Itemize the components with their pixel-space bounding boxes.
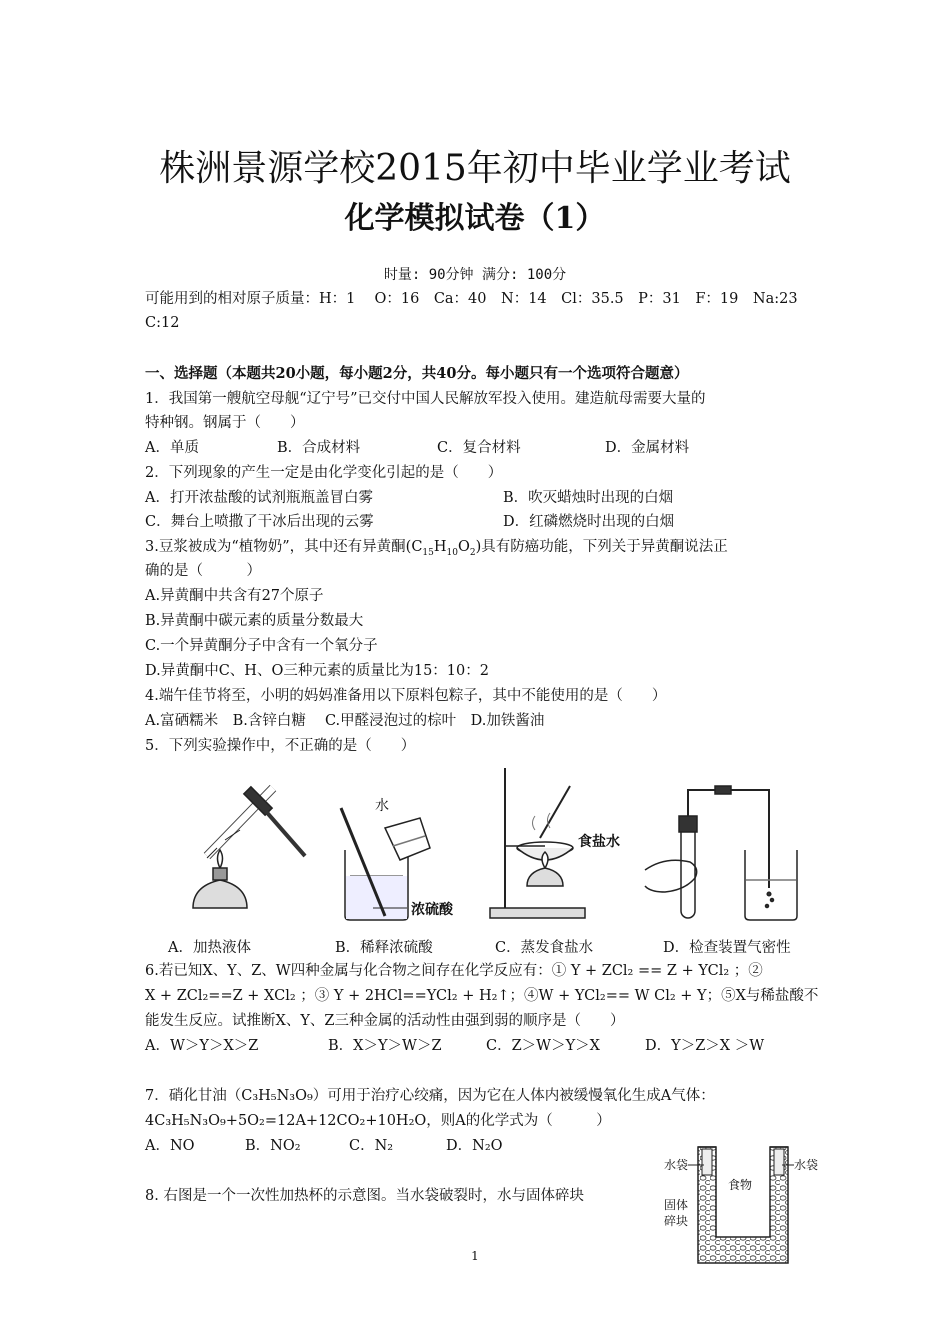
q7-text-2: 4C₃H₅N₃O₉+5O₂=12A+12CO₂+10H₂O，则A的化学式为（ ） [145, 1113, 611, 1129]
q1-option-a: A．单质 [145, 440, 199, 456]
q1-text-1: 1．我国第一艘航空母舰“辽宁号”已交付中国人民解放军投入使用。建造航母需要大量的 [145, 391, 706, 407]
q1-option-b: B．合成材料 [277, 440, 361, 456]
q6-option-c: C．Z＞W＞Y＞X [486, 1038, 600, 1054]
exam-subtitle: 化学模拟试卷（1） [344, 201, 606, 236]
q7-option-d: D．N₂O [446, 1138, 503, 1154]
q5-option-labels [145, 936, 825, 957]
q2-option-c: C．舞台上喷撒了干冰后出现的云雾 [145, 514, 374, 530]
dilute-acid-figure [341, 797, 454, 920]
q6-text-3: 能发生反应。试推断X、Y、Z三种金属的活动性由强到弱的顺序是（ ） [145, 1013, 625, 1029]
q3-text-2: 确的是（ ） [145, 563, 261, 579]
page-number: 1 [471, 1249, 479, 1263]
q5-text: 5．下列实验操作中，不正确的是（ ） [145, 738, 416, 754]
fig-salt-label: 食盐水 [578, 834, 620, 850]
q5-figures [145, 768, 825, 928]
q7-option-b: B．NO₂ [245, 1138, 301, 1154]
q2-text: 2．下列现象的产生一定是由化学变化引起的是（ ） [145, 465, 503, 481]
fig-solid-label-2: 碎块 [664, 1214, 689, 1228]
section-heading: 一、选择题（本题共20小题，每小题2分，共40分。每小题只有一个选项符合题意） [145, 365, 689, 382]
q4-options: A.富硒糯米 B.含锌白糖 C.甲醛浸泡过的棕叶 D.加铁酱油 [145, 713, 545, 729]
fig-bag-right: 水袋 [794, 1158, 819, 1172]
q7-option-c: C．N₂ [349, 1138, 394, 1154]
q6-text-1: 6.若已知X、Y、Z、W四种金属与化合物之间存在化学反应有：① Y + ZCl₂ == Z + YCl₂ ；② [145, 963, 763, 979]
q6-text-2: X + ZCl₂==Z + XCl₂ ；③ Y + 2HCl==YCl₂ + H₂↑；④W + YCl₂== W Cl₂ + Y；⑤X与稀盐酸不 [145, 988, 819, 1004]
q1-option-d: D．金属材料 [605, 440, 690, 456]
exam-title: 株洲景源学校2015年初中毕业学业考试 [159, 148, 791, 189]
q4-text: 4.端午佳节将至，小明的妈妈准备用以下原料包粽子，其中不能使用的是（ ） [145, 688, 667, 704]
q3-text-1: 3.豆浆被成为“植物奶”，其中还有异黄酮$(C_{15}H_{10}O_2)$具有防癌功能，下列关于异黄酮说法正 [145, 539, 728, 558]
q3-option-d: D.异黄酮中C、H、O三种元素的质量比为15：10：2 [145, 663, 489, 679]
q5-option-d: D．检查装置气密性 [663, 940, 791, 956]
q1-text-2: 特种钢。钢属于（ ） [145, 415, 305, 431]
q1-option-c: C．复合材料 [437, 440, 521, 456]
q3-option-c: C.一个异黄酮分子中含有一个氧分子 [145, 638, 378, 654]
q6-option-b: B．X＞Y＞W＞Z [328, 1038, 442, 1054]
q6-option-d: D．Y＞Z＞X ＞W [645, 1038, 765, 1054]
evaporation-figure [490, 768, 620, 918]
fig-water-label: 水 [375, 798, 389, 814]
q6-options [145, 1036, 815, 1056]
q3-option-a: A.异黄酮中共含有27个原子 [145, 588, 324, 604]
q7-text-1: 7．硝化甘油（C₃H₅N₃O₉）可用于治疗心绞痛，因为它在人体内被缓慢氧化生成A气体： [145, 1088, 715, 1104]
q2-option-a: A．打开浓盐酸的试剂瓶瓶盖冒白雾 [145, 490, 373, 506]
q2-options-row-1 [145, 488, 815, 508]
atomic-mass-line-2: C:12 [145, 315, 180, 331]
q2-options-row-2 [145, 512, 815, 532]
q3-option-b: B.异黄酮中碳元素的质量分数最大 [145, 613, 364, 629]
heating-liquid-figure [193, 787, 305, 908]
q5-option-c: C．蒸发食盐水 [495, 940, 594, 956]
q5-option-b: B．稀释浓硫酸 [335, 940, 433, 956]
fig-acid-label: 浓硫酸 [411, 902, 453, 918]
fig-solid-label-1: 固体 [664, 1198, 689, 1212]
q8-text: 8. 右图是一个一次性加热杯的示意图。当水袋破裂时，水与固体碎块 [145, 1188, 584, 1204]
atomic-mass-line-1: 可能用到的相对原子质量：H：1 O：16 Ca：40 N：14 Cl：35.5 P：31 F：19 Na:23 [145, 291, 798, 307]
airtight-check-figure [645, 786, 797, 920]
fig-food-label: 食物 [728, 1178, 753, 1192]
q2-option-b: B．吹灭蜡烛时出现的白烟 [503, 490, 674, 506]
time-info: 时量: 90分钟 满分: 100分 [383, 267, 567, 283]
q7-option-a: A．NO [145, 1138, 195, 1154]
q2-option-d: D．红磷燃烧时出现的白烟 [503, 514, 675, 530]
q5-option-a: A．加热液体 [168, 940, 251, 956]
q6-option-a: A．W＞Y＞X＞Z [145, 1038, 259, 1054]
fig-bag-left: 水袋 [664, 1158, 689, 1172]
q1-options [145, 438, 815, 458]
